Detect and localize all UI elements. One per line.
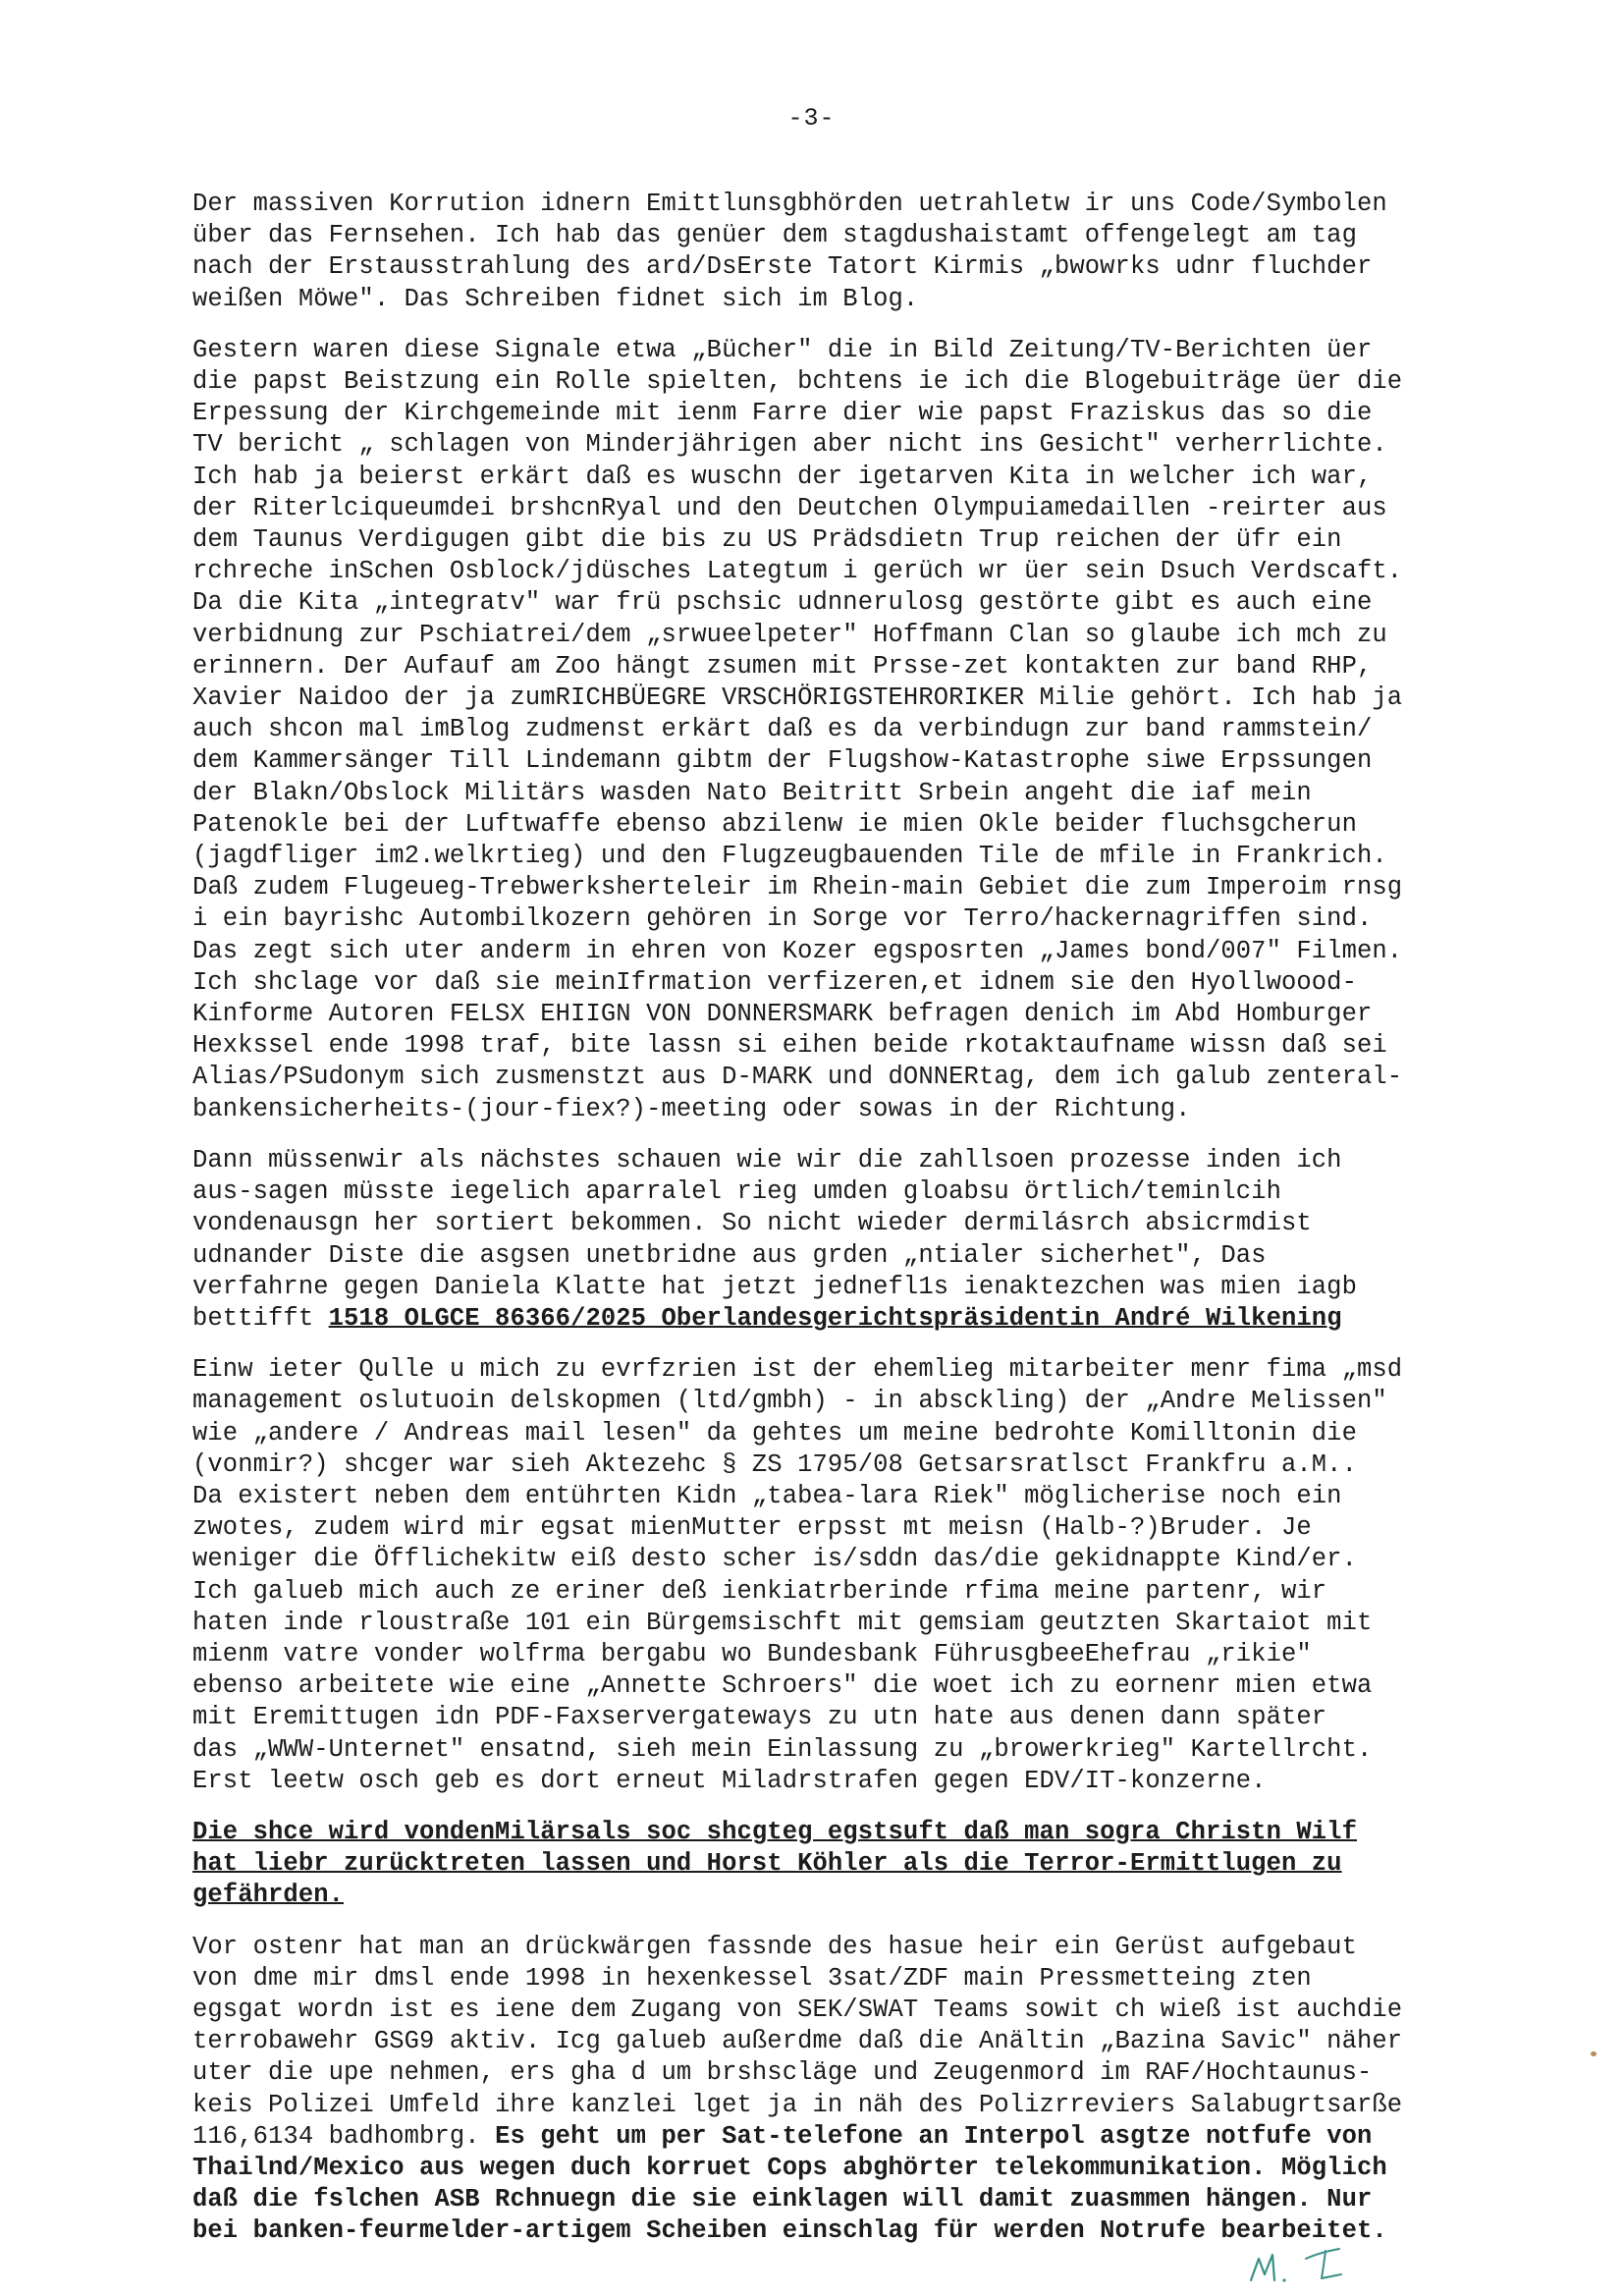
text-line: Ich shclage vor daß sie meinIfrmation verfizeren,et idnem sie den Hyollwoood- (192, 967, 1357, 997)
text-line: keis Polizei Umfeld ihre kanzlei lget ja in näh des Polizrreviers Salabugrtsarße (192, 2090, 1403, 2119)
text-line: dem Taunus Verdigugen gibt die bis zu US Prädsdietn Trup reichen der üfr ein (192, 525, 1342, 555)
emphasis-line: hat liebr zurücktreten lassen und Horst Köhler als die Terror-Ermittlugen zu (192, 1849, 1342, 1879)
text-line: ebenso arbeitete wie eine „Annette Schroers" die woet ich zu eornenr mien etwa (192, 1671, 1373, 1701)
text-line: rchreche inSchen Osblock/jdüsches Lategtum i gerüch wr üer sein Dsuch Verdscaft. (192, 557, 1403, 586)
text-line: Der massiven Korrution idnern Emittlunsgbhörden uetrahletw ir uns Code/Symbolen (192, 190, 1387, 218)
mixed-bold: Es geht um per Sat-telefone an Interpol asgtze notfufe von (495, 2121, 1373, 2151)
paragraph-1 (192, 189, 1518, 315)
text-line: Kinforme Autoren FELSX EHIIGN VON DONNERSMARK befragen denich im Abd Homburger (192, 1000, 1373, 1029)
text-line: Da existert neben dem entührten Kidn „tabea-lara Riek" möglicherise noch ein (192, 1481, 1342, 1510)
case-prefix: bettifft (192, 1303, 329, 1333)
text-line: Vor ostenr hat man an drückwärgen fassnde des hasue heir ein Gerüst aufgebaut (192, 1932, 1357, 1961)
text-line: Gestern waren diese Signale etwa „Bücher" die in Bild Zeitung/TV-Berichten üer (192, 335, 1373, 364)
text-line: über das Fernsehen. Ich hab das genüer dem stagdushaistamt offengelegt am tag (192, 221, 1357, 250)
paragraph-3 (192, 1145, 1518, 1335)
paragraph-2 (192, 335, 1518, 1125)
mixed-plain: 116,6134 badhombrg. (192, 2121, 496, 2151)
text-line: TV bericht „ schlagen von Minderjährigen aber nicht ins Gesicht" verherrlichte. (192, 430, 1387, 460)
text-line: erinnern. Der Aufauf am Zoo hängt zsumen mit Prsse-zet kontakten zur band RHP, (192, 651, 1373, 681)
handwritten-initials-icon (1245, 2229, 1373, 2288)
document-body (192, 189, 1518, 2268)
text-line: (jagdfliger im2.welkrtieg) und den Flugzeugbauenden Tile de mfile in Frankrich. (192, 842, 1387, 871)
emphasis-line: gefährden. (192, 1881, 345, 1910)
text-line: Patenokle bei der Luftwaffe ebenso abzilenw ie mien Okle beider fluchsgcherun (192, 809, 1357, 839)
text-line: Ich hab ja beierst erkärt daß es wuschn der igetarven Kita in welcher ich war, (192, 462, 1373, 491)
text-line: Dann müssenwir als nächstes schauen wie wir die zahllsoen prozesse inden ich (192, 1145, 1342, 1175)
text-line: verfahrne gegen Daniela Klatte hat jetzt jednefl1s ienaktezchen was mien iagb (192, 1272, 1357, 1301)
bold-line: daß die fslchen ASB Rchnuegn die sie einklagen will damit zuasmmen hängen. Nur (192, 2185, 1373, 2214)
text-line: weniger die Öfflichekitw eiß desto scher is/sddn das/die gekidnappte Kind/er. (192, 1545, 1357, 1574)
text-line: Einw ieter Qulle u mich zu evrfzrien ist der ehemlieg mitarbeiter menr fima „msd (192, 1355, 1403, 1385)
text-line: Erst leetw osch geb es dort erneut Miladrstrafen gegen EDV/IT-konzerne. (192, 1766, 1267, 1795)
paragraph-5-emphasis (192, 1817, 1518, 1912)
emphasis-line: Die shce wird vondenMilärsals soc shcgteg egstsuft daß man sogra Christn Wilf (192, 1817, 1357, 1846)
paper-speck (1591, 2051, 1596, 2056)
text-line (192, 2121, 1518, 2153)
text-line: udnander Diste die asgsen unetbridne aus grden „ntialer sicherhet", Das (192, 1240, 1267, 1270)
text-line: vondenausgn her sortiert bekommen. So nicht wieder dermilásrch absicrmdist (192, 1209, 1312, 1238)
text-line: der Blakn/Obslock Militärs wasden Nato Beitritt Srbein angeht die iaf mein (192, 778, 1312, 807)
text-line: Daß zudem Flugeueg-Trebwerksherteleir im Rhein-main Gebiet die zum Imperoim rnsg (192, 873, 1403, 902)
bold-line: Thailnd/Mexico aus wegen duch korruet Cops abghörter telekommunikation. Möglich (192, 2153, 1387, 2182)
text-line: Hexkssel ende 1998 traf, bite lassn si eihen beide rkotaktaufname wissn daß sei (192, 1031, 1387, 1061)
paragraph-4 (192, 1354, 1518, 1797)
text-line: zwotes, zudem wird mir egsat mienMutter erpsst mt meisn (Halb-?)Bruder. Je (192, 1513, 1312, 1543)
text-line: weißen Möwe". Das Schreiben fidnet sich im Blog. (192, 284, 919, 313)
text-line: mit Eremittugen idn PDF-Faxservergateways zu utn hate aus denen dann später (192, 1703, 1327, 1732)
text-line: von dme mir dmsl ende 1998 in hexenkessel 3sat/ZDF main Pressmetteing zten (192, 1963, 1312, 1993)
text-line: haten inde rloustraße 101 ein Bürgemsischft mit gemsiam geutzten Skartaiot mit (192, 1608, 1373, 1637)
text-line: Alias/PSudonym sich zusmenstzt aus D-MARK und dONNERtag, dem ich galub zenteral- (192, 1063, 1403, 1092)
paragraph-6 (192, 1932, 1518, 2248)
text-line: auch shcon mal imBlog zudmenst erkärt daß es da verbindugn zur band rammstein/ (192, 715, 1373, 744)
text-line (192, 1303, 1518, 1335)
case-reference: 1518 OLGCE 86366/2025 Oberlandesgerichtspräsidentin André Wilkening (328, 1303, 1342, 1333)
text-line: terrobawehr GSG9 aktiv. Icg galueb außerdme daß die Anältin „Bazina Savic" näher (192, 2027, 1403, 2056)
text-line: Da die Kita „integratv" war frü pschsic udnnerulosg gestörte gibt es auch eine (192, 588, 1373, 618)
text-line: verbidnung zur Pschiatrei/dem „srwueelpeter" Hoffmann Clan so glaube ich mch zu (192, 620, 1387, 649)
text-line: uter die upe nehmen, ers gha d um brshscläge und Zeugenmord im RAF/Hochtaunus- (192, 2058, 1373, 2088)
text-line: i ein bayrishc Autombilkozern gehören in Sorge vor Terro/hackernagriffen sind. (192, 904, 1373, 934)
text-line: Das zegt sich uter anderm in ehren von Kozer egsposrten „James bond/007" Filmen. (192, 936, 1403, 965)
text-line: wie „andere / Andreas mail lesen" da gehtes um meine bedrohte Komilltonin die (192, 1418, 1357, 1448)
text-line: Ich galueb mich auch ze eriner deß ienkiatrberinde rfima meine partenr, wir (192, 1576, 1327, 1606)
text-line: der Riterlciqueumdei brshcnRyal und den Deutchen Olympuiamedaillen -reirter aus (192, 493, 1387, 522)
text-line: nach der Erstausstrahlung des ard/DsErste Tatort Kirmis „bwowrks udnr fluchder (192, 252, 1373, 282)
text-line: Erpessung der Kirchgemeinde mit ienm Farre dier wie papst Fraziskus das so die (192, 399, 1373, 428)
text-line: Xavier Naidoo der ja zumRICHBÜEGRE VRSCHÖRIGSTEHRORIKER Milie gehört. Ich hab ja (192, 683, 1403, 713)
text-line: (vonmir?) shcger war sieh Aktezehc § ZS 1795/08 Getsarsratlsct Frankfru a.M.. (192, 1449, 1357, 1479)
bold-line: bei banken-feurmelder-artigem Scheiben einschlag für werden Notrufe bearbeitet. (192, 2216, 1387, 2246)
text-line: bankensicherheits-(jour-fiex?)-meeting oder sowas in der Richtung. (192, 1094, 1191, 1123)
text-line: aus-sagen müsste iegelich aparralel rieg umden gloabsu örtlich/teminlcih (192, 1177, 1281, 1207)
text-line: dem Kammersänger Till Lindemann gibtm der Flugshow-Katastrophe siwe Erpssungen (192, 746, 1373, 776)
text-line: die papst Beistzung ein Rolle spielten, bchtens ie ich die Blogebuiträge üer die (192, 367, 1403, 397)
page-number: -3- (787, 104, 836, 133)
text-line: egsgat wordn ist es iene dem Zugang von SEK/SWAT Teams sowit ch wieß ist auchdie (192, 1995, 1403, 2024)
text-line: mienm vatre vonder wolfrma bergabu wo Bundesbank FührusgbeeEhefrau „rikie" (192, 1639, 1312, 1668)
text-line: management oslutuoin delskopmen (ltd/gmbh) - in absckling) der „Andre Melissen" (192, 1387, 1387, 1416)
text-line: das „WWW-Unternet" ensatnd, sieh mein Einlassung zu „browerkrieg" Kartellrcht. (192, 1734, 1373, 1764)
